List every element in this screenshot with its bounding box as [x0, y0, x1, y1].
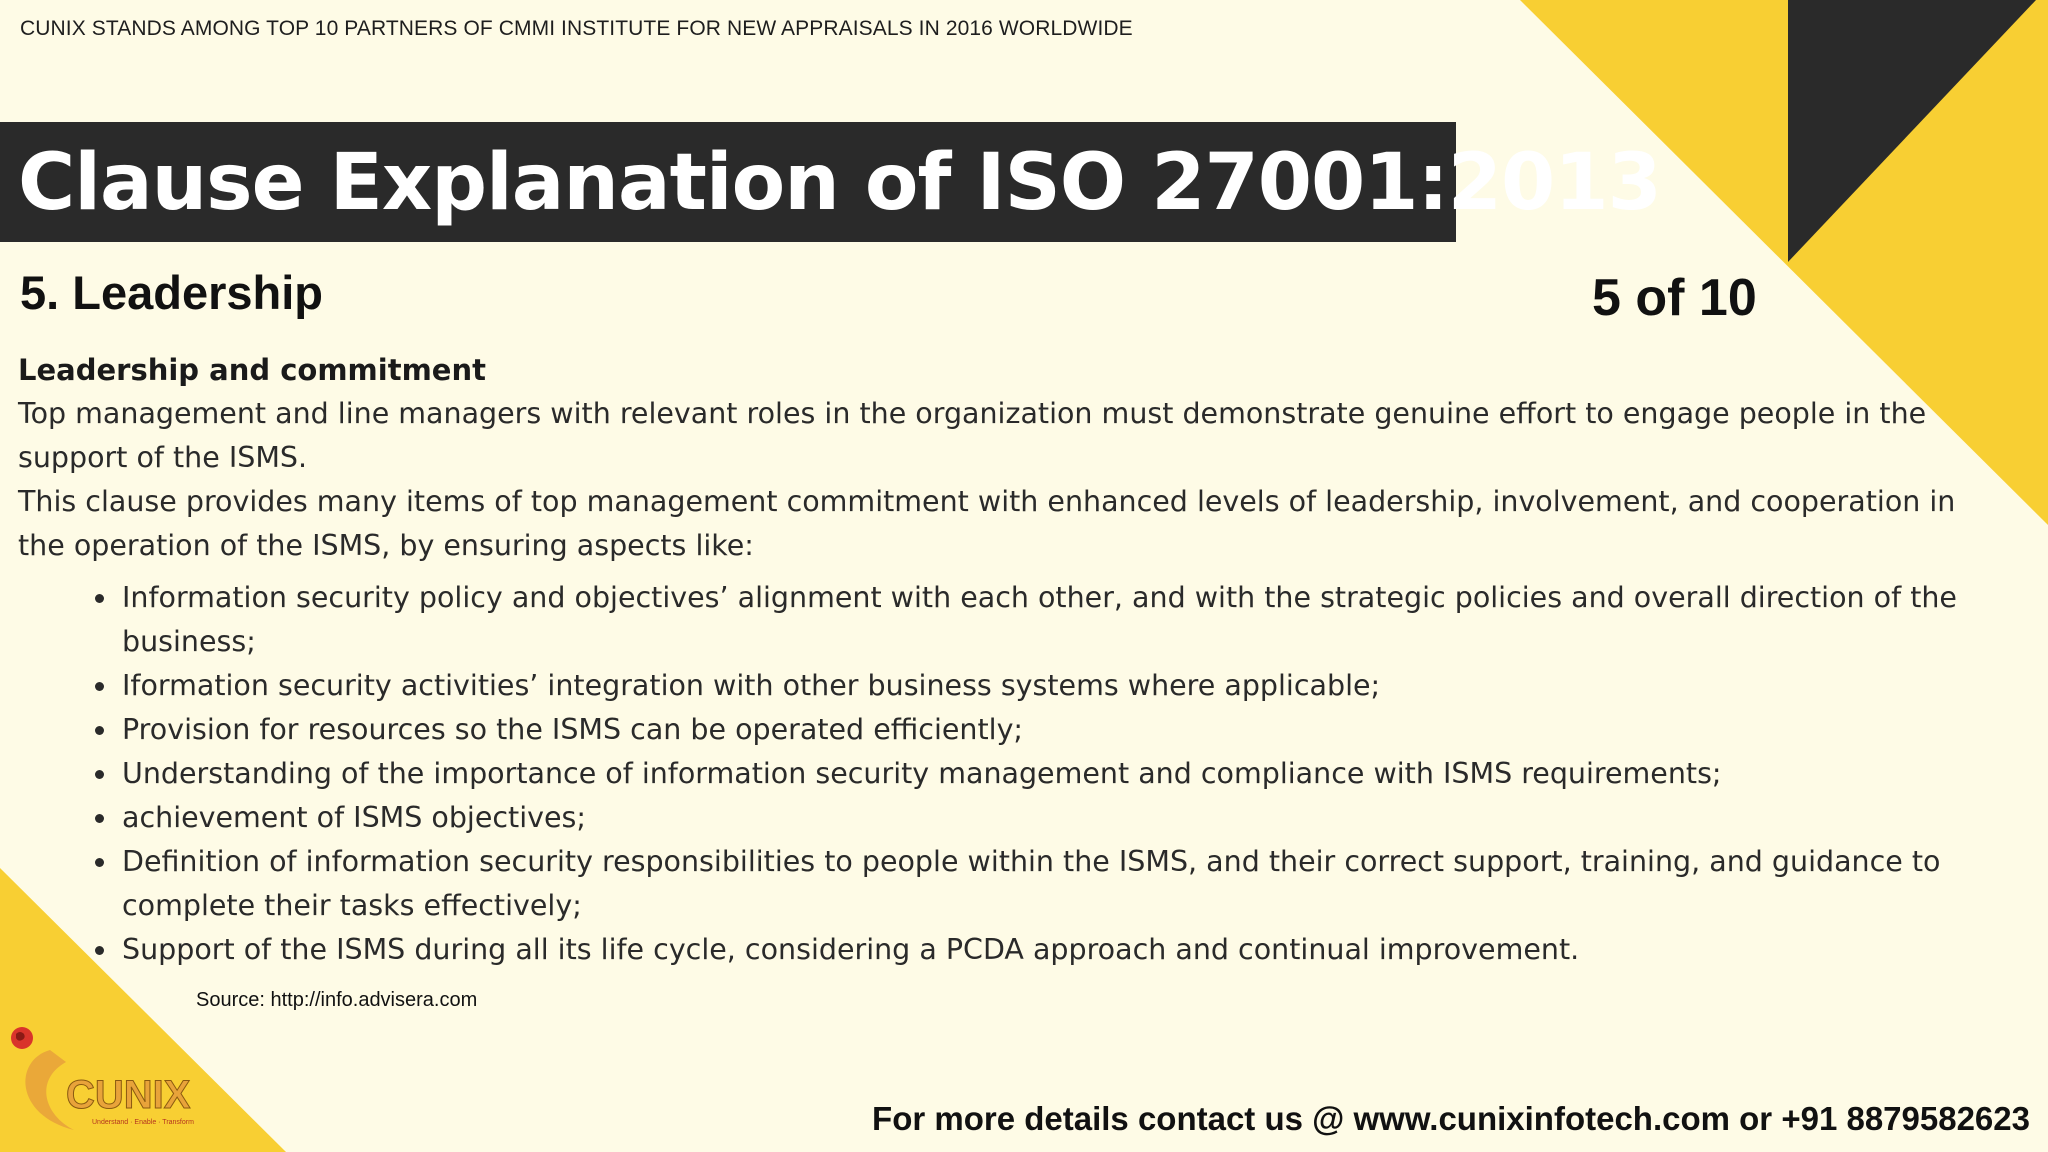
content-body [18, 348, 1978, 972]
bullet-item: Provision for resources so the ISMS can be operated efficiently; [122, 708, 1978, 752]
bullet-item: Definition of information security responsibilities to people within the ISMS, and their correct support, training, and guidance to complete their tasks effectively; [122, 840, 1978, 928]
paragraph: Top management and line managers with relevant roles in the organization must demonstrate genuine effort to engage people in the support of the ISMS. [18, 397, 1927, 474]
title-bar [0, 122, 1661, 242]
paragraph: This clause provides many items of top management commitment with enhanced levels of leadership, involvement, and cooperation in the operation of the ISMS, by ensuring aspects like: [18, 485, 1956, 562]
section-heading: 5. Leadership [20, 266, 323, 319]
top-banner: CUNIX STANDS AMONG TOP 10 PARTNERS OF CMMI INSTITUTE FOR NEW APPRAISALS IN 2016 WORLDWIDE [20, 17, 1133, 40]
subheading: Leadership and commitment [18, 353, 486, 387]
contact-info: For more details contact us @ www.cunixinfotech.com or +91 8879582623 [872, 1100, 2030, 1137]
bullet-list [18, 576, 1978, 972]
bullet-item: Understanding of the importance of information security management and compliance with ISMS requirements; [122, 752, 1978, 796]
bullet-item: Information security policy and objectives’ alignment with each other, and with the strategic policies and overall direction of the business; [122, 576, 1978, 664]
bullet-item: achievement of ISMS objectives; [122, 796, 1978, 840]
logo-tagline: Understand · Enable · Transform [92, 1119, 194, 1126]
logo-wordmark: CUNIX [66, 1073, 191, 1117]
bullet-item: Support of the ISMS during all its life cycle, considering a PCDA approach and continual improvement. [122, 928, 1978, 972]
bullet-item: Iformation security activities’ integration with other business systems where applicable; [122, 664, 1978, 708]
cunix-logo [4, 1020, 214, 1145]
page-title: Clause Explanation of ISO 27001:2013 [18, 138, 1661, 228]
source-citation: Source: http://info.advisera.com [196, 989, 478, 1011]
page-counter: 5 of 10 [1592, 269, 1757, 327]
